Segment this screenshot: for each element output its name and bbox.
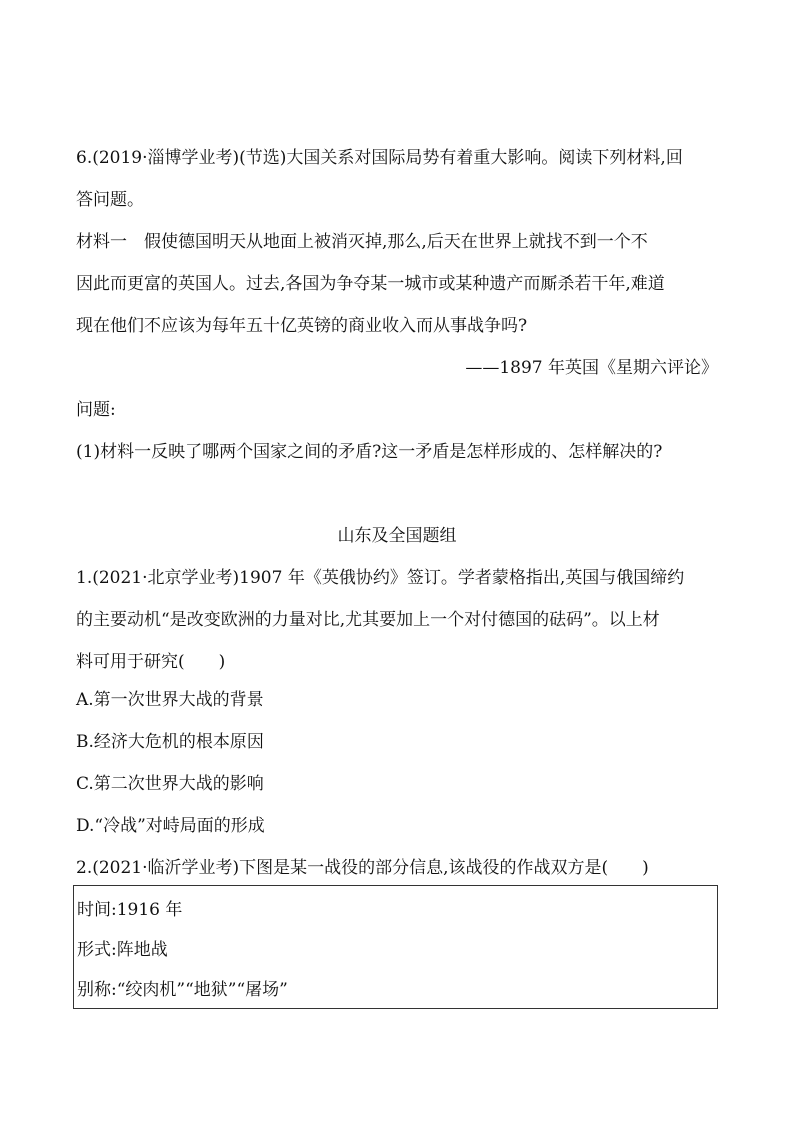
- q1-option-c: C.第二次世界大战的影响: [76, 774, 264, 794]
- q6-stem-line1: 6.(2019·淄博学业考)(节选)大国关系对国际局势有着重大影响。阅读下列材料,回: [76, 148, 683, 168]
- q6-material-line1: 材料一 假使德国明天从地面上被消灭掉,那么,后天在世界上就找不到一个不: [76, 232, 648, 252]
- q6-stem-line2: 答问题。: [76, 190, 144, 210]
- q6-question-label: 问题:: [76, 400, 116, 420]
- q6-material-line3: 现在他们不应该为每年五十亿英镑的商业收入而从事战争吗?: [76, 316, 528, 336]
- q2-stem: 2.(2021·临沂学业考)下图是某一战役的部分信息,该战役的作战双方是( ): [76, 858, 649, 878]
- q1-option-d: D.“冷战”对峙局面的形成: [76, 816, 265, 836]
- q2-info-time: 时间:1916 年: [77, 900, 183, 920]
- q6-material-line2: 因此而更富的英国人。过去,各国为争夺某一城市或某种遗产而厮杀若干年,难道: [76, 274, 665, 294]
- section-title: 山东及全国题组: [337, 526, 457, 546]
- q1-option-b: B.经济大危机的根本原因: [76, 732, 264, 752]
- q1-option-a: A.第一次世界大战的背景: [76, 690, 264, 710]
- q1-stem-line2: 的主要动机“是改变欧洲的力量对比,尤其要加上一个对付德国的砝码”。以上材: [76, 610, 660, 630]
- q2-info-alias: 别称:“绞肉机”“地狱”“屠场”: [77, 980, 288, 1000]
- q1-stem-line3: 料可用于研究( ): [76, 652, 226, 672]
- q2-info-box: [73, 885, 718, 1009]
- q1-stem-line1: 1.(2021·北京学业考)1907 年《英俄协约》签订。学者蒙格指出,英国与俄国缔约: [76, 568, 685, 588]
- q6-question1: (1)材料一反映了哪两个国家之间的矛盾?这一矛盾是怎样形成的、怎样解决的?: [76, 442, 663, 462]
- q2-info-form: 形式:阵地战: [77, 940, 168, 960]
- q6-source: ——1897 年英国《星期六评论》: [465, 358, 718, 378]
